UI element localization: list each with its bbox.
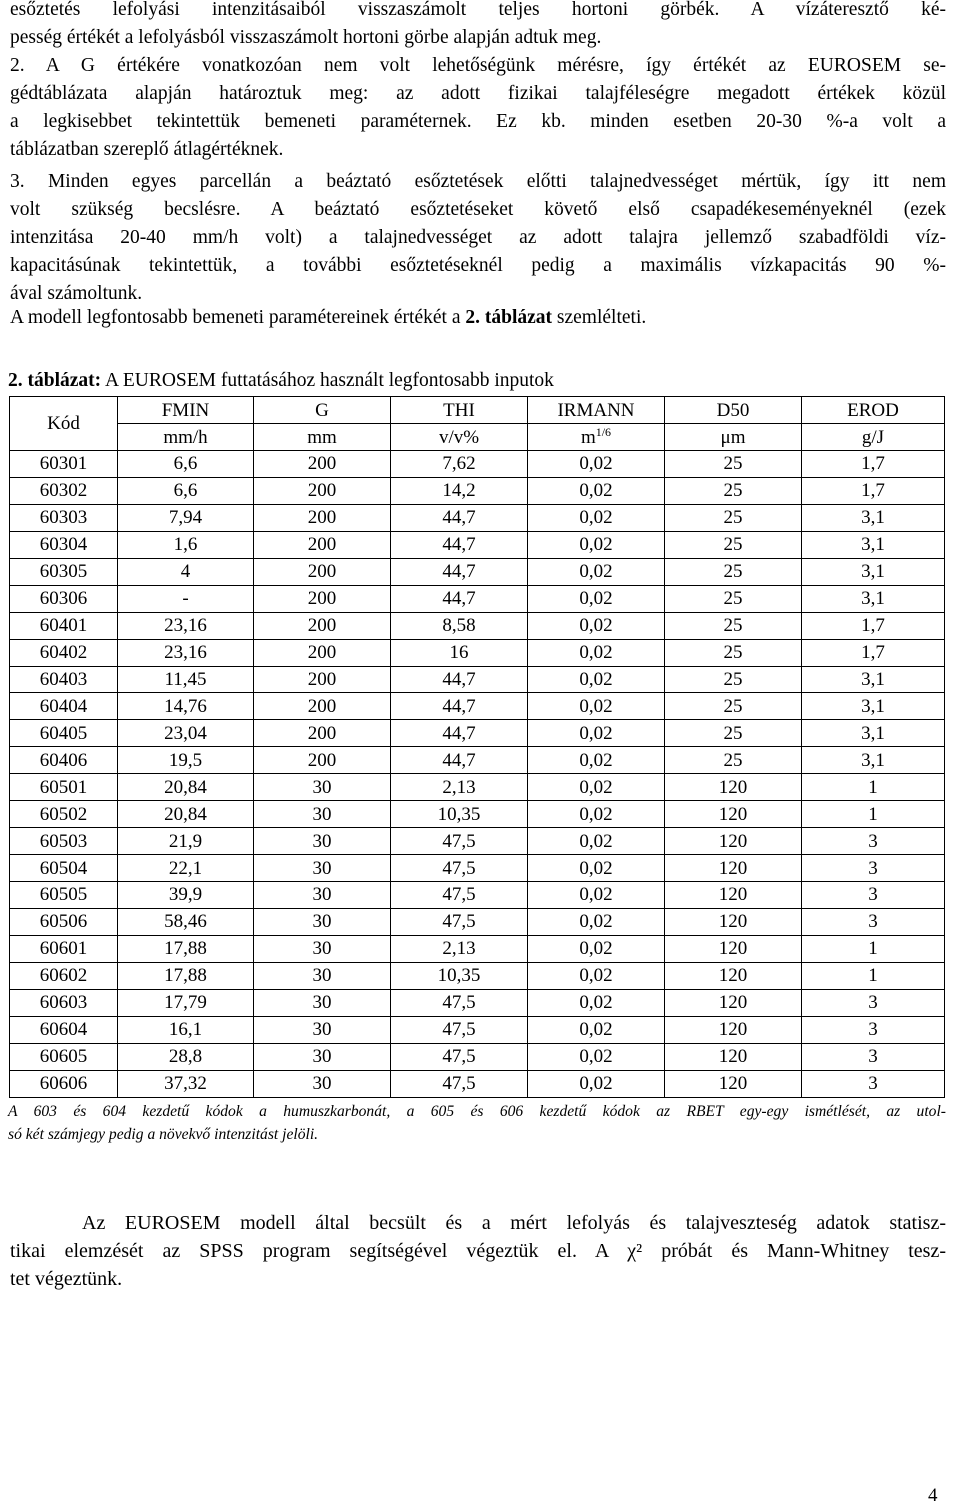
value-cell: 25 [665, 531, 802, 558]
unit-cell: mm/h [118, 424, 254, 451]
value-cell: 3 [802, 989, 945, 1016]
kod-cell: 60604 [10, 1016, 118, 1043]
value-cell: 7,62 [391, 451, 528, 478]
value-cell: 17,79 [118, 989, 254, 1016]
table-row [10, 451, 945, 478]
value-cell: 25 [665, 693, 802, 720]
text-line: Az EUROSEM modell által becsült és a mért lefolyás és talajveszteség adatok statisz- [82, 1212, 946, 1234]
value-cell: 30 [254, 935, 391, 962]
item-2-paragraph [10, 52, 946, 164]
kod-cell: 60504 [10, 855, 118, 882]
table-row [10, 935, 945, 962]
value-cell: 0,02 [528, 451, 665, 478]
text-line: tikai elemzését az SPSS program segítségével végeztük el. A χ² próbát és Mann-Whitney tesz- [10, 1240, 946, 1262]
value-cell: 1,6 [118, 531, 254, 558]
value-cell: 1,7 [802, 451, 945, 478]
value-cell: 44,7 [391, 666, 528, 693]
text-line: esőztetés lefolyási intenzitásaiból visszaszámolt teljes hortoni görbék. A vízáteresztő ké- [10, 0, 946, 20]
value-cell: 200 [254, 747, 391, 774]
value-cell: 0,02 [528, 989, 665, 1016]
value-cell: 25 [665, 720, 802, 747]
text-line: gédtáblázata alapján határoztuk meg: az adott fizikai talajféleségre megadott értékek közül [10, 83, 946, 104]
kod-cell: 60405 [10, 720, 118, 747]
value-cell: 120 [665, 801, 802, 828]
value-cell: 7,94 [118, 504, 254, 531]
value-cell: 0,02 [528, 477, 665, 504]
value-cell: 30 [254, 989, 391, 1016]
value-cell: 14,2 [391, 477, 528, 504]
value-cell: 200 [254, 477, 391, 504]
value-cell: 10,35 [391, 801, 528, 828]
value-cell: 47,5 [391, 908, 528, 935]
table-row [10, 747, 945, 774]
value-cell: 47,5 [391, 882, 528, 909]
table-row [10, 774, 945, 801]
value-cell: 16 [391, 639, 528, 666]
value-cell: 0,02 [528, 1070, 665, 1097]
table-row [10, 882, 945, 909]
value-cell: 3 [802, 855, 945, 882]
table-row [10, 666, 945, 693]
kod-cell: 60505 [10, 882, 118, 909]
text-line: pesség értékét a lefolyásból visszaszámolt hortoni görbe alapján adtuk meg. [10, 27, 602, 48]
value-cell: 0,02 [528, 774, 665, 801]
value-cell: 30 [254, 828, 391, 855]
text-line: volt szükség becslésre. A beáztató esőztetéseket követő első csapadékeseményeknél (ezek [10, 199, 946, 220]
value-cell: 20,84 [118, 801, 254, 828]
kod-cell: 60402 [10, 639, 118, 666]
value-cell: 200 [254, 504, 391, 531]
value-cell: 17,88 [118, 935, 254, 962]
header-row [10, 397, 945, 424]
value-cell: 120 [665, 908, 802, 935]
unit-cell: μm [665, 424, 802, 451]
value-cell: 0,02 [528, 1043, 665, 1070]
value-cell: 44,7 [391, 558, 528, 585]
value-cell: 58,46 [118, 908, 254, 935]
value-cell: 200 [254, 451, 391, 478]
kod-header: Kód [10, 397, 118, 451]
value-cell: 200 [254, 612, 391, 639]
value-cell: 3 [802, 908, 945, 935]
unit-base: m [580, 426, 596, 448]
value-cell: 0,02 [528, 747, 665, 774]
value-cell: 200 [254, 720, 391, 747]
table-row [10, 989, 945, 1016]
value-cell: 0,02 [528, 693, 665, 720]
value-cell: 25 [665, 747, 802, 774]
value-cell: 200 [254, 639, 391, 666]
value-cell: 47,5 [391, 828, 528, 855]
kod-cell: 60403 [10, 666, 118, 693]
column-header: G [254, 397, 391, 424]
table-row [10, 962, 945, 989]
value-cell: 0,02 [528, 558, 665, 585]
value-cell: 0,02 [528, 935, 665, 962]
sentence-start: A modell legfontosabb bemeneti paramétereinek értékét a [10, 307, 466, 328]
table-caption-label: 2. táblázat: [8, 370, 102, 391]
value-cell: 3,1 [802, 747, 945, 774]
value-cell: 200 [254, 666, 391, 693]
text-line: ával számoltunk. [10, 283, 143, 304]
value-cell: 44,7 [391, 531, 528, 558]
value-cell: 200 [254, 558, 391, 585]
table-caption-text: A EUROSEM futtatásához használt legfontosabb inputok [101, 370, 554, 391]
unit-cell: g/J [802, 424, 945, 451]
value-cell: 200 [254, 693, 391, 720]
value-cell: 30 [254, 774, 391, 801]
text-line: tet végeztünk. [10, 1268, 123, 1290]
value-cell: 20,84 [118, 774, 254, 801]
value-cell: 30 [254, 1016, 391, 1043]
unit-cell: mm [254, 424, 391, 451]
kod-cell: 60301 [10, 451, 118, 478]
value-cell: 120 [665, 989, 802, 1016]
unit-cell [528, 424, 665, 451]
kod-cell: 60401 [10, 612, 118, 639]
kod-cell: 60606 [10, 1070, 118, 1097]
kod-cell: 60601 [10, 935, 118, 962]
value-cell: 0,02 [528, 504, 665, 531]
value-cell: 47,5 [391, 1043, 528, 1070]
value-cell: 120 [665, 1016, 802, 1043]
value-cell: 8,58 [391, 612, 528, 639]
unit-exponent: 1/6 [595, 424, 612, 439]
value-cell: 44,7 [391, 585, 528, 612]
value-cell: 0,02 [528, 855, 665, 882]
units-row [10, 424, 945, 451]
kod-cell: 60603 [10, 989, 118, 1016]
value-cell: 0,02 [528, 908, 665, 935]
table-row [10, 585, 945, 612]
table-row [10, 639, 945, 666]
value-cell: 1,7 [802, 639, 945, 666]
value-cell: 0,02 [528, 801, 665, 828]
value-cell: 17,88 [118, 962, 254, 989]
value-cell: 0,02 [528, 585, 665, 612]
kod-cell: 60503 [10, 828, 118, 855]
value-cell: 44,7 [391, 747, 528, 774]
value-cell: 25 [665, 639, 802, 666]
value-cell: 23,04 [118, 720, 254, 747]
value-cell: 30 [254, 801, 391, 828]
kod-cell: 60602 [10, 962, 118, 989]
text-line: A 603 és 604 kezdetű kódok a humuszkarbonát, a 605 és 606 kezdetű kódok az RBET egy-egy ismétlését, az utol- [8, 1103, 946, 1120]
unit-cell: v/v% [391, 424, 528, 451]
value-cell: 37,32 [118, 1070, 254, 1097]
value-cell: 19,5 [118, 747, 254, 774]
value-cell: 30 [254, 908, 391, 935]
value-cell: 0,02 [528, 639, 665, 666]
value-cell: 25 [665, 585, 802, 612]
value-cell: 47,5 [391, 989, 528, 1016]
value-cell: 47,5 [391, 1016, 528, 1043]
value-cell: 0,02 [528, 1016, 665, 1043]
value-cell: 120 [665, 855, 802, 882]
table-row [10, 1016, 945, 1043]
table-reference[interactable]: 2. táblázat [465, 307, 553, 328]
kod-cell: 60305 [10, 558, 118, 585]
value-cell: 44,7 [391, 504, 528, 531]
value-cell: 30 [254, 855, 391, 882]
kod-cell: 60302 [10, 477, 118, 504]
column-header: EROD [802, 397, 945, 424]
value-cell: 6,6 [118, 451, 254, 478]
value-cell: 30 [254, 1070, 391, 1097]
value-cell: 25 [665, 666, 802, 693]
value-cell: 120 [665, 828, 802, 855]
column-header: IRMANN [528, 397, 665, 424]
value-cell: 25 [665, 558, 802, 585]
value-cell: 120 [665, 935, 802, 962]
column-header: FMIN [118, 397, 254, 424]
value-cell: 0,02 [528, 666, 665, 693]
value-cell: 39,9 [118, 882, 254, 909]
value-cell: 47,5 [391, 855, 528, 882]
value-cell: 44,7 [391, 693, 528, 720]
value-cell: 2,13 [391, 774, 528, 801]
table-row [10, 1043, 945, 1070]
value-cell: 0,02 [528, 828, 665, 855]
value-cell: 28,8 [118, 1043, 254, 1070]
value-cell: 21,9 [118, 828, 254, 855]
value-cell: 25 [665, 477, 802, 504]
value-cell: 25 [665, 612, 802, 639]
value-cell: 0,02 [528, 882, 665, 909]
value-cell: 3 [802, 1016, 945, 1043]
value-cell: 3,1 [802, 666, 945, 693]
value-cell: 25 [665, 504, 802, 531]
table-row [10, 531, 945, 558]
table-row [10, 801, 945, 828]
value-cell: 3 [802, 1043, 945, 1070]
value-cell: 14,76 [118, 693, 254, 720]
kod-cell: 60506 [10, 908, 118, 935]
value-cell: 10,35 [391, 962, 528, 989]
intro-paragraph [10, 0, 946, 52]
value-cell: 47,5 [391, 1070, 528, 1097]
value-cell: 1 [802, 935, 945, 962]
value-cell: 25 [665, 451, 802, 478]
value-cell: 1,7 [802, 612, 945, 639]
text-line: 2. A G értékére vonatkozóan nem volt lehetőségünk mérésre, így értékét az EUROSEM se- [10, 55, 946, 76]
value-cell: 0,02 [528, 720, 665, 747]
value-cell: 120 [665, 882, 802, 909]
table-row [10, 720, 945, 747]
eurosem-input-table [9, 396, 945, 1098]
kod-cell: 60404 [10, 693, 118, 720]
value-cell: 120 [665, 1070, 802, 1097]
text-line [10, 304, 946, 332]
value-cell: 16,1 [118, 1016, 254, 1043]
value-cell: 3,1 [802, 585, 945, 612]
value-cell: 0,02 [528, 531, 665, 558]
value-cell: 0,02 [528, 612, 665, 639]
item-3-paragraph [10, 168, 946, 308]
value-cell: 22,1 [118, 855, 254, 882]
value-cell: 120 [665, 1043, 802, 1070]
column-header: D50 [665, 397, 802, 424]
value-cell: 3,1 [802, 531, 945, 558]
value-cell: 3 [802, 1070, 945, 1097]
value-cell: 1 [802, 801, 945, 828]
value-cell: 200 [254, 531, 391, 558]
value-cell: 4 [118, 558, 254, 585]
table-row [10, 855, 945, 882]
table-row [10, 1070, 945, 1097]
value-cell: 3 [802, 882, 945, 909]
table-row [10, 828, 945, 855]
column-header: THI [391, 397, 528, 424]
value-cell: 3 [802, 828, 945, 855]
kod-cell: 60304 [10, 531, 118, 558]
value-cell: 6,6 [118, 477, 254, 504]
value-cell: 30 [254, 1043, 391, 1070]
kod-cell: 60306 [10, 585, 118, 612]
kod-cell: 60502 [10, 801, 118, 828]
value-cell: 120 [665, 774, 802, 801]
table-footnote [8, 1100, 946, 1146]
text-line: só két számjegy pedig a növekvő intenzitást jelöli. [8, 1126, 319, 1143]
value-cell: 120 [665, 962, 802, 989]
value-cell: 1,7 [802, 477, 945, 504]
value-cell: - [118, 585, 254, 612]
value-cell: 3,1 [802, 693, 945, 720]
value-cell: 3,1 [802, 504, 945, 531]
value-cell: 30 [254, 882, 391, 909]
value-cell: 3,1 [802, 720, 945, 747]
kod-cell: 60406 [10, 747, 118, 774]
table-row [10, 908, 945, 935]
table-row [10, 504, 945, 531]
table-reference-sentence [10, 304, 946, 332]
value-cell: 0,02 [528, 962, 665, 989]
value-cell: 1 [802, 962, 945, 989]
text-line: 3. Minden egyes parcellán a beáztató esőztetések előtti talajnedvességet mértük, így itt nem [10, 171, 946, 192]
text-line: intenzitása 20-40 mm/h volt) a talajnedvességet az adott talajra jellemző szabadföldi víz- [10, 227, 946, 248]
text-line: táblázatban szereplő átlagértéknek. [10, 139, 284, 160]
value-cell: 30 [254, 962, 391, 989]
statistics-paragraph [10, 1209, 946, 1293]
value-cell: 2,13 [391, 935, 528, 962]
table-row [10, 693, 945, 720]
value-cell: 44,7 [391, 720, 528, 747]
kod-cell: 60605 [10, 1043, 118, 1070]
sentence-end: szemlélteti. [552, 307, 647, 328]
value-cell: 1 [802, 774, 945, 801]
table-row [10, 558, 945, 585]
value-cell: 23,16 [118, 639, 254, 666]
value-cell: 3,1 [802, 558, 945, 585]
table-caption [8, 368, 554, 394]
page-number: 4 [928, 1485, 938, 1506]
kod-cell: 60501 [10, 774, 118, 801]
text-line: kapacitásúnak tekintettük, a további esőztetéseknél pedig a maximális vízkapacitás 90 %- [10, 255, 946, 276]
value-cell: 200 [254, 585, 391, 612]
table-row [10, 612, 945, 639]
value-cell: 23,16 [118, 612, 254, 639]
text-line: a legkisebbet tekintettük bemeneti paraméternek. Ez kb. minden esetben 20-30 %-a volt a [10, 111, 946, 132]
value-cell: 11,45 [118, 666, 254, 693]
table-row [10, 477, 945, 504]
kod-cell: 60303 [10, 504, 118, 531]
